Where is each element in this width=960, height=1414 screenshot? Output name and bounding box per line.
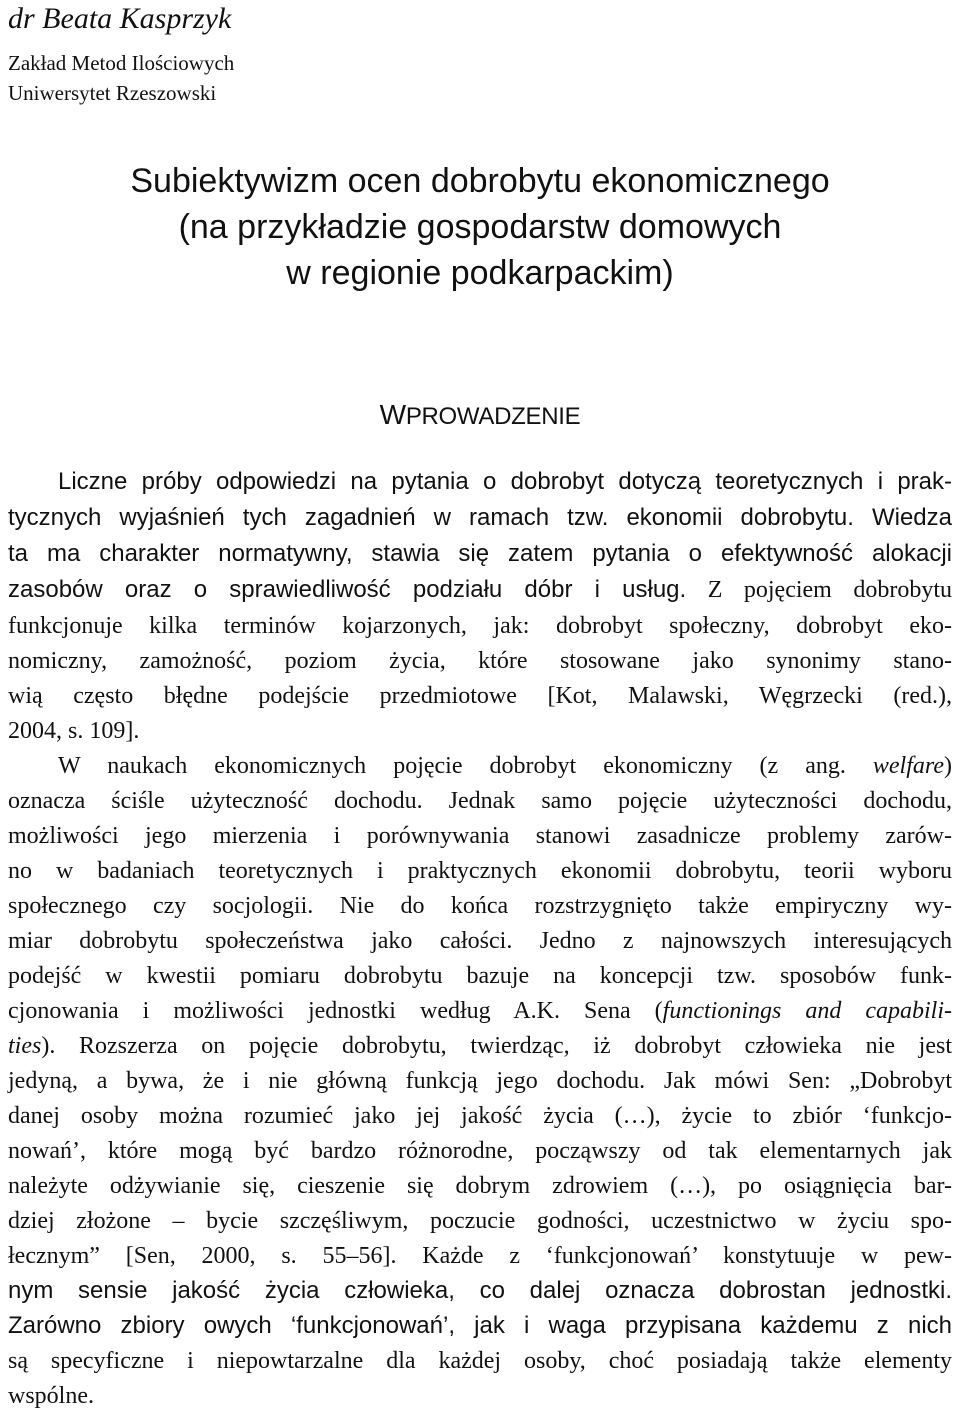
body-line: Zarówno zbiory owych ‘funkcjonowań’, jak i waga przypisana każdemu z nich xyxy=(8,1312,952,1339)
body-line: danej osoby można rozumieć jako jej jakość życia (…), życie to zbiór ‘funkcjo- xyxy=(8,1103,952,1129)
body-line: 2004, s. 109]. xyxy=(8,718,140,744)
body-line: funkcjonuje kilka terminów kojarzonych, jak: dobrobyt społeczny, dobrobyt eko- xyxy=(8,613,952,639)
body-line: nym sensie jakość życia człowieka, co dalej oznacza dobrostan jednostki. xyxy=(8,1277,952,1304)
body-line: wspólne. xyxy=(8,1383,94,1409)
body-line: ta ma charakter normatywny, stawia się zatem pytania o efektywność alokacji xyxy=(8,540,952,567)
body-line-italic: functionings and capabili- xyxy=(662,998,953,1024)
body-line: oznacza ściśle użyteczność dochodu. Jednak samo pojęcie użyteczności dochodu, xyxy=(8,788,952,814)
affiliation-department: Zakład Metod Ilościowych xyxy=(8,51,235,75)
section-heading-initial: W xyxy=(379,399,406,430)
body-line: łecznym” [Sen, 2000, s. 55–56]. Każde z ‘funkcjonowań’ konstytuuje w pew- xyxy=(8,1243,952,1269)
body-line-part: zasobów oraz o sprawiedliwość podziału dóbr i usług. xyxy=(8,576,687,603)
body-line: możliwości jego mierzenia i porównywania stanowi zasadnicze problemy zarów- xyxy=(8,823,952,849)
section-heading-rest: PROWADZENIE xyxy=(405,403,581,430)
body-line-italic: ties xyxy=(8,1033,42,1059)
body-line: jedyną, a bywa, że i nie główną funkcją jego dochodu. Jak mówi Sen: „Dobrobyt xyxy=(8,1068,952,1094)
body-line-part: ). Rozszerza on pojęcie dobrobytu, twierdząc, iż dobrobyt człowieka nie jest xyxy=(41,1033,952,1059)
body-line: miar dobrobytu społeczeństwa jako całości. Jedno z najnowszych interesujących xyxy=(8,928,952,954)
body-line: nowań’, które mogą być bardzo różnorodne, począwszy od tak elementarnych jak xyxy=(8,1138,952,1164)
body-line: dziej złożone – bycie szczęśliwym, poczucie godności, uczestnictwo w życiu spo- xyxy=(8,1208,952,1234)
body-line-italic: welfare xyxy=(872,753,944,779)
affiliation-university: Uniwersytet Rzeszowski xyxy=(8,81,217,105)
body-line xyxy=(8,995,952,1027)
body-line xyxy=(8,1030,952,1062)
body-line: wią często błędne podejście przedmiotowe [Kot, Malawski, Węgrzecki (red.), xyxy=(8,683,952,709)
body-line xyxy=(58,750,952,782)
body-line: społecznego czy socjologii. Nie do końca rozstrzygnięto także empiryczny wy- xyxy=(8,893,952,919)
paper-title-line-3: w regionie podkarpackim) xyxy=(286,254,674,292)
body-line-part: Z pojęciem dobrobytu xyxy=(686,577,953,603)
author-name: dr Beata Kasprzyk xyxy=(8,2,232,35)
body-line-part: W naukach ekonomicznych pojęcie dobrobyt ekonomiczny (z ang. xyxy=(58,753,873,779)
body-line-part: cjonowania i możliwości jednostki według A.K. Sena ( xyxy=(8,998,663,1024)
paper-title-line-1: Subiektywizm ocen dobrobytu ekonomicznego xyxy=(130,162,830,200)
body-line-part: ) xyxy=(944,753,952,779)
body-line: podejść w kwestii pomiaru dobrobytu bazuje na koncepcji tzw. sposobów funk- xyxy=(8,963,952,989)
section-heading xyxy=(0,399,960,433)
body-line: Liczne próby odpowiedzi na pytania o dobrobyt dotyczą teoretycznych i prak- xyxy=(58,468,952,495)
body-line: no w badaniach teoretycznych i praktycznych ekonomii dobrobytu, teorii wyboru xyxy=(8,858,952,884)
body-line xyxy=(8,574,952,606)
body-line: tycznych wyjaśnień tych zagadnień w ramach tzw. ekonomii dobrobytu. Wiedza xyxy=(8,504,952,531)
body-line: nomiczny, zamożność, poziom życia, które stosowane jako synonimy stano- xyxy=(8,648,952,674)
body-line: należyte odżywianie się, cieszenie się dobrym zdrowiem (…), po osiągnięcia bar- xyxy=(8,1173,952,1199)
paper-title-line-2: (na przykładzie gospodarstw domowych xyxy=(178,208,782,246)
body-line: są specyficzne i niepowtarzalne dla każdej osoby, choć posiadają także elementy xyxy=(8,1348,952,1374)
